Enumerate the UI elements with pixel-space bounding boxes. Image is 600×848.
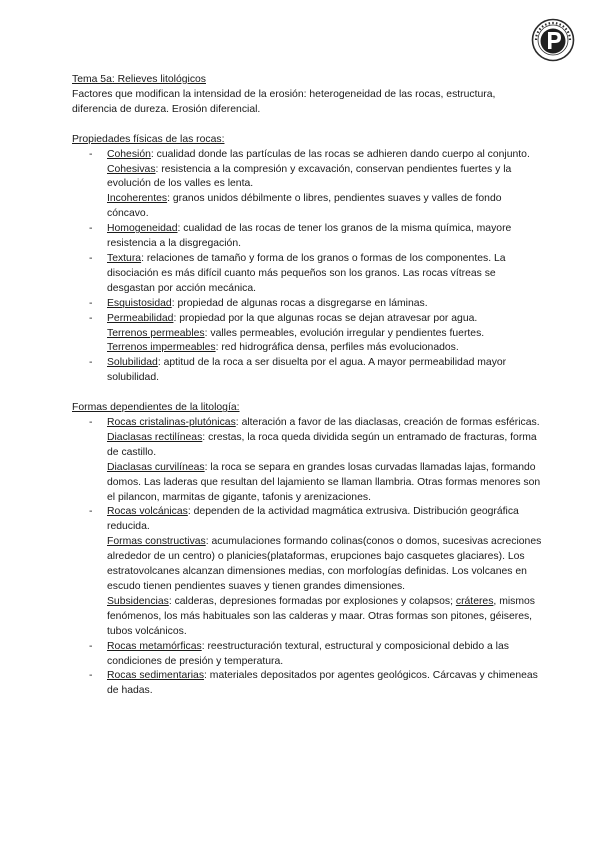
p-stamp-logo-icon <box>531 18 575 62</box>
sub-item: Diaclasas curvilíneas: la roca se separa en grandes losas curvadas llamadas lajas, formando domos. Las laderas que resultan del lajamiento se llaman llambria. Otras formas menores son el pilancon, marmitas de gigante, tafonis y arenizaciones. <box>107 461 541 503</box>
doc-title: Tema 5a: Relieves litológicos <box>72 74 206 85</box>
doc-intro: Factores que modifican la intensidad de la erosión: heterogeneidad de las rocas, estructura, diferencia de dureza. Erosión diferencial. <box>72 88 496 115</box>
list-item: - Rocas sedimentarias: materiales depositados por agentes geológicos. Cárcavas y chimeneas de hadas. <box>72 669 542 699</box>
section2-heading: Formas dependientes de la litología: <box>72 402 240 414</box>
list-item: - Homogeneidad: cualidad de las rocas de tener los granos de la misma química, mayore resistencia a la disgregación. <box>72 222 542 252</box>
list-item: - Rocas metamórficas: reestructuración textural, estructural y composicional debido a las condiciones de presión y temperatura. <box>72 640 542 670</box>
sub-item: Subsidencias: calderas, depresiones formadas por explosiones y colapsos; cráteres, mismos fenómenos, los más habituales son las calderas y maar. Otras formas son pitones, géiseres, tubos volcánicos. <box>107 595 535 637</box>
list-item: - Cohesión: cualidad donde las partículas de las rocas se adhieren dando cuerpo al conjunto. Cohesivas: resistencia a la compresión y excavación, conservan pendientes fuertes y la evolución de los valles es lenta. Incoherentes: granos unidos débilmente o libres, pendientes suaves y valles de fondo cóncavo. <box>72 148 542 223</box>
document-body <box>72 73 542 699</box>
section1-list <box>72 148 542 387</box>
sub-item: Incoherentes: granos unidos débilmente o libres, pendientes suaves y valles de fondo cóncavo. <box>107 193 502 220</box>
sub-item: Formas constructivas: acumulaciones formando colinas(conos o domos, sucesivas acreciones alrededor de un centro) o planicies(plataformas, erupciones bajo casquetes glaciares). Los estratovolcanes alcanzan dimensiones medias, con morfologías definidas. Los volcanes en escudo tienen pendientes suaves y tienen grandes dimensiones. <box>107 536 542 592</box>
sub-item: Diaclasas rectilíneas: crestas, la roca queda dividida según un entramado de fracturas, forma de castillo. <box>107 431 537 458</box>
sub-item: Terrenos impermeables: red hidrográfica densa, perfiles más evolucionados. <box>107 342 459 354</box>
section1-heading: Propiedades físicas de las rocas: <box>72 133 225 145</box>
section2-list <box>72 416 542 699</box>
list-item: - Rocas cristalinas-plutónicas: alteración a favor de las diaclasas, creación de formas esféricas. Diaclasas rectilíneas: crestas, la roca queda dividida según un entramado de fracturas, forma de castillo. Diaclasas curvilíneas: la roca se separa en grandes losas curvadas llamadas lajas, formando domos. Las laderas que resultan del lajamiento se llaman llambria. Otras formas menores son el pilancon, marmitas de gigante, tafonis y arenizaciones. <box>72 416 542 505</box>
sub-item: Terrenos permeables: valles permeables, evolución irregular y pendientes fuertes. <box>107 327 485 339</box>
list-item: - Permeabilidad: propiedad por la que algunas rocas se dejan atravesar por agua. Terrenos permeables: valles permeables, evolución irregular y pendientes fuertes. Terrenos impermeables: red hidrográfica densa, perfiles más evolucionados. <box>72 312 542 357</box>
list-item: - Esquistosidad: propiedad de algunas rocas a disgregarse en láminas. <box>72 297 542 312</box>
list-item: - Textura: relaciones de tamaño y forma de los granos o formas de los componentes. La disociación es más difícil cuanto más pequeños son los granos. Las rocas vítreas se desgastan por acción mecánica. <box>72 252 542 297</box>
sub-item: Cohesivas: resistencia a la compresión y excavación, conservan pendientes fuertes y la evolución de los valles es lenta. <box>107 163 512 190</box>
list-item: - Solubilidad: aptitud de la roca a ser disuelta por el agua. A mayor permeabilidad mayor solubilidad. <box>72 356 542 386</box>
list-item: - Rocas volcánicas: dependen de la actividad magmática extrusiva. Distribución geográfica reducida. Formas constructivas: acumulaciones formando colinas(conos o domos, sucesivas acreciones alrededor de un centro) o planicies(plataformas, erupciones bajo casquetes glaciares). Los estratovolcanes alcanzan dimensiones medias, con morfologías definidas. Los volcanes en escudo tienen pendientes suaves y tienen grandes dimensiones. Subsidencias: calderas, depresiones formadas por explosiones y colapsos; cráteres, mismos fenómenos, los más habituales son las calderas y maar. Otras formas son pitones, géiseres, tubos volcánicos. <box>72 505 542 639</box>
